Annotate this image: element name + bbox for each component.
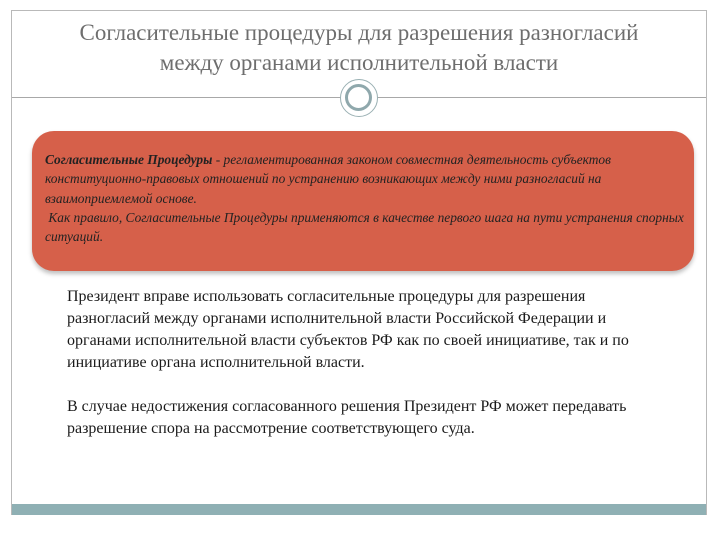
circle-ring-inner: [345, 84, 372, 111]
body-content: [67, 286, 667, 440]
circle-ring-icon: [340, 79, 378, 117]
definition-term: Согласительные Процедуры: [45, 152, 213, 167]
slide-title-line2: между органами исполнительной власти: [159, 50, 559, 75]
paragraph-president-powers: Президент вправе использовать согласительные процедуры для разрешения разногласий между органами исполнительной власти Российской Федерации и органами исполнительной власти субъектов РФ как по своей инициативе, так и по инициативе органа исполнительной власти.: [67, 288, 629, 371]
definition-note: Как правило, Согласительные Процедуры применяются в качестве первого шага на пути устранения спорных ситуаций.: [45, 209, 684, 245]
slide-title-line1: Согласительные процедуры для разрешения разногласий: [79, 20, 639, 45]
definition-text: [45, 150, 685, 246]
definition-body: - регламентированная законом совместная деятельность субъектов конституционно-правовых отношений по устранению возникающих между ними разногласий на взаимоприемлемой основе.: [45, 152, 611, 206]
slide-title: [12, 18, 706, 78]
bottom-accent-band: [12, 504, 706, 515]
paragraph-court-referral: В случае недостижения согласованного решения Президент РФ может передавать разрешение спора на рассмотрение соответствующего суда.: [67, 398, 627, 437]
